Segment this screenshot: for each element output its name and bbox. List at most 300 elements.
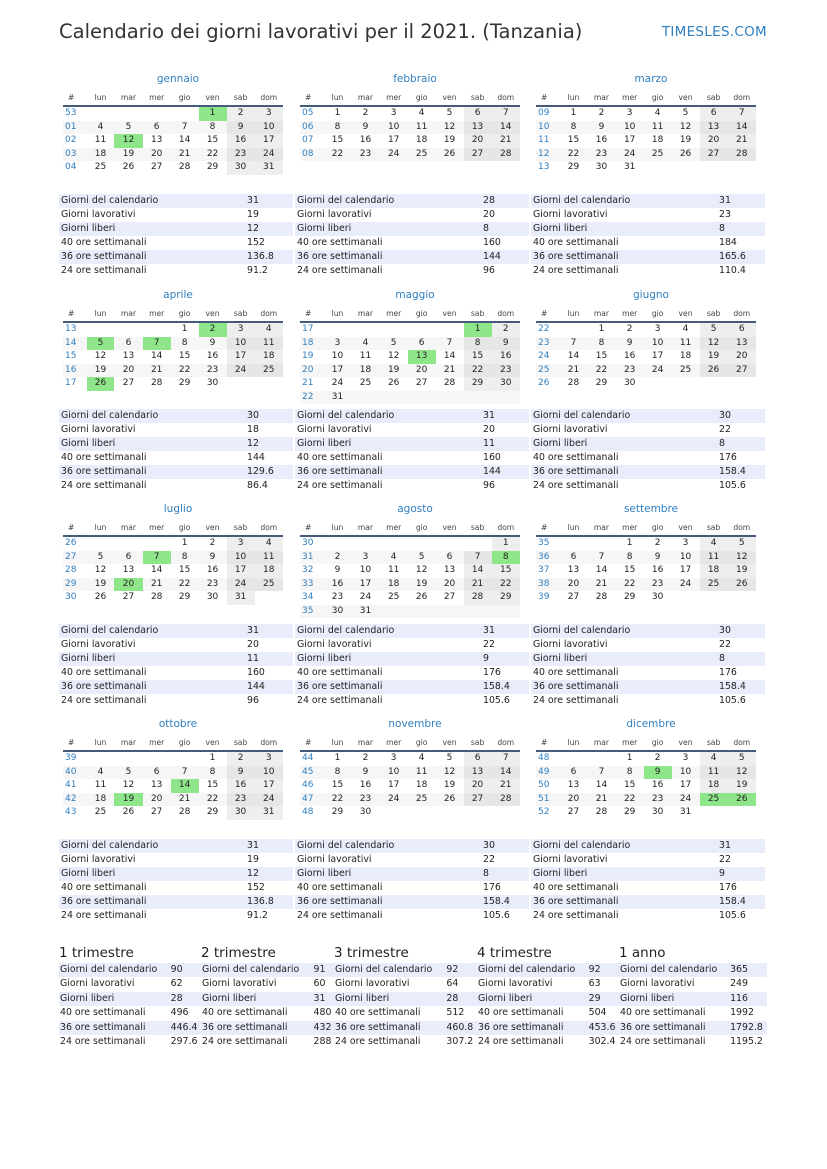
weekday-header: mar <box>114 91 142 106</box>
empty-cell <box>380 536 408 551</box>
day-cell: 22 <box>199 793 227 807</box>
stats-row <box>531 222 765 236</box>
weekday-header: dom <box>492 91 520 106</box>
day-cell: 20 <box>464 779 492 793</box>
stats-row <box>295 881 529 895</box>
day-cell: 12 <box>122 780 135 790</box>
day-cell: 28 <box>492 793 520 807</box>
day-cell: 16 <box>227 779 255 793</box>
stats-label: Giorni lavorativi <box>60 978 135 990</box>
weekday-header: dom <box>255 736 283 751</box>
stats-label: 40 ore settimanali <box>297 452 383 463</box>
day-cell: 4 <box>380 551 408 565</box>
holiday-day-cell: 1 <box>464 322 492 337</box>
day-cell: 3 <box>390 108 397 118</box>
day-cell: 30 <box>651 807 664 817</box>
day-cell: 18 <box>87 793 115 807</box>
day-cell: 31 <box>324 391 352 405</box>
day-cell: 16 <box>206 351 219 361</box>
day-cell: 15 <box>492 564 520 578</box>
brand-logo-text[interactable]: TIMESLES.COM <box>661 24 767 40</box>
day-cell: 21 <box>587 793 615 807</box>
week-number: 05 <box>302 108 314 118</box>
week-number: 52 <box>538 807 550 817</box>
empty-cell <box>728 377 756 391</box>
day-cell: 3 <box>682 538 689 548</box>
stats-value: 160 <box>247 667 265 678</box>
week-number: 39 <box>538 592 550 602</box>
day-cell: 26 <box>122 807 135 817</box>
stats-value: 91.2 <box>247 265 268 276</box>
day-cell: 17 <box>227 564 255 578</box>
stats-label: Giorni liberi <box>59 652 245 666</box>
stats-row <box>531 479 765 493</box>
weekday-header-row <box>300 736 520 751</box>
day-cell: 10 <box>380 766 408 780</box>
day-cell: 17 <box>255 134 283 148</box>
weekday-header: mer <box>380 307 408 322</box>
empty-cell <box>464 605 492 619</box>
day-cell: 20 <box>143 793 171 807</box>
stats-row <box>477 992 619 1006</box>
day-cell: 28 <box>443 378 456 388</box>
empty-cell <box>408 391 436 405</box>
day-cell: 7 <box>171 121 199 135</box>
empty-cell <box>114 322 142 337</box>
weekday-header: # <box>63 91 87 106</box>
stats-row <box>295 839 529 853</box>
stats-label: Giorni liberi <box>295 437 481 451</box>
day-cell: 7 <box>560 337 588 351</box>
day-cell: 26 <box>94 592 107 602</box>
week-number: 32 <box>302 565 314 575</box>
day-cell: 13 <box>464 121 492 135</box>
stats-value: 92 <box>445 963 477 977</box>
day-cell: 5 <box>700 322 728 337</box>
weekday-header-row <box>63 307 283 322</box>
week-number: 16 <box>63 364 87 378</box>
stats-label: 24 ore settimanali <box>297 480 383 491</box>
stats-value: 176 <box>483 882 501 893</box>
day-cell: 26 <box>728 578 756 592</box>
weekday-header: gio <box>408 91 436 106</box>
month-name: luglio <box>163 503 193 515</box>
day-cell: 4 <box>654 108 661 118</box>
empty-cell <box>351 391 379 405</box>
week-row <box>536 806 756 820</box>
week-row <box>536 364 756 378</box>
stats-row <box>295 222 529 236</box>
week-row <box>300 536 520 551</box>
week-row <box>536 793 756 807</box>
empty-cell <box>324 536 352 551</box>
day-cell: 29 <box>178 378 191 388</box>
day-cell: 11 <box>672 337 700 351</box>
stats-row <box>531 250 765 264</box>
empty-cell <box>672 161 700 175</box>
empty-cell <box>728 161 756 175</box>
empty-cell <box>672 591 700 605</box>
week-row <box>536 148 756 162</box>
day-cell: 24 <box>359 592 372 602</box>
stats-label: Giorni lavorativi <box>297 424 372 435</box>
weekday-header: lun <box>560 736 588 751</box>
day-cell: 17 <box>623 135 636 145</box>
week-number: 43 <box>65 807 77 817</box>
day-cell: 24 <box>331 378 344 388</box>
stats-row <box>334 977 477 991</box>
day-cell: 13 <box>122 351 135 361</box>
stats-value: 86.4 <box>247 480 268 491</box>
weekday-header: sab <box>464 307 492 322</box>
stats-value: 31 <box>313 992 334 1006</box>
day-cell: 27 <box>728 364 756 378</box>
stats-value: 144 <box>481 250 529 264</box>
day-cell: 5 <box>114 121 142 135</box>
stats-label: 24 ore settimanali <box>533 265 619 276</box>
weekday-header: gio <box>644 521 672 536</box>
day-cell: 15 <box>178 565 191 575</box>
stats-value: 158.4 <box>717 895 765 909</box>
day-cell: 21 <box>587 578 615 592</box>
day-cell: 23 <box>644 578 672 592</box>
stats-label: 36 ore settimanali <box>477 1021 588 1035</box>
stats-value: 23 <box>719 209 731 220</box>
stats-row <box>295 895 529 909</box>
stats-value: 28 <box>170 992 201 1006</box>
weekday-header: ven <box>199 736 227 751</box>
day-cell: 8 <box>324 121 352 135</box>
day-cell: 29 <box>464 377 492 391</box>
stats-value: 1992 <box>730 1007 754 1019</box>
day-cell: 1 <box>626 753 633 763</box>
day-cell: 15 <box>206 135 219 145</box>
stats-value: 288 <box>313 1036 332 1048</box>
day-cell: 22 <box>464 364 492 378</box>
day-cell: 26 <box>672 148 700 162</box>
week-number: 22 <box>538 324 550 334</box>
weekday-header: # <box>63 736 87 751</box>
day-cell: 28 <box>464 591 492 605</box>
stats-row <box>295 264 529 278</box>
empty-cell <box>408 536 436 551</box>
day-cell: 4 <box>418 108 425 118</box>
day-cell: 22 <box>199 148 227 162</box>
week-row <box>300 766 520 780</box>
month-stats-table <box>531 624 765 708</box>
stats-row <box>531 867 765 881</box>
stats-value: 136.8 <box>245 895 293 909</box>
stats-label: Giorni liberi <box>619 992 729 1006</box>
stats-row <box>477 1035 619 1049</box>
summary-stats-table <box>201 963 334 1049</box>
stats-value: 504 <box>588 1007 607 1019</box>
stats-row <box>531 680 765 694</box>
empty-cell <box>492 806 520 820</box>
weekday-header: lun <box>87 307 115 322</box>
week-row <box>63 578 283 592</box>
stats-label: 24 ore settimanali <box>61 695 147 706</box>
day-cell: 13 <box>150 780 163 790</box>
summary-title: 1 trimestre <box>59 945 134 961</box>
day-cell: 14 <box>492 766 520 780</box>
holiday-day-cell: 26 <box>87 377 115 391</box>
day-cell: 5 <box>408 551 436 565</box>
day-cell: 4 <box>255 322 283 337</box>
weekday-header-row <box>300 91 520 106</box>
week-number: 14 <box>63 337 87 351</box>
day-cell: 18 <box>679 351 692 361</box>
day-cell: 2 <box>626 324 633 334</box>
day-cell: 8 <box>324 766 352 780</box>
empty-cell <box>644 161 672 175</box>
stats-value: 176 <box>483 667 501 678</box>
day-cell: 17 <box>255 779 283 793</box>
week-row <box>63 551 283 565</box>
stats-value: 8 <box>481 867 529 881</box>
day-cell: 14 <box>443 351 456 361</box>
week-number: 35 <box>300 605 324 619</box>
stats-value: 105.6 <box>719 695 746 706</box>
stats-value: 105.6 <box>719 910 746 921</box>
month-table <box>63 307 283 391</box>
week-row <box>300 793 520 807</box>
day-cell: 5 <box>87 551 115 565</box>
stats-label: 40 ore settimanali <box>60 1007 146 1019</box>
day-cell: 18 <box>351 364 379 378</box>
weekday-header: mar <box>351 736 379 751</box>
day-cell: 29 <box>492 591 520 605</box>
stats-row <box>531 638 765 652</box>
day-cell: 1 <box>570 108 577 118</box>
day-cell: 19 <box>443 135 456 145</box>
month-table <box>536 521 756 605</box>
stats-label: 24 ore settimanali <box>620 1036 706 1048</box>
stats-value: 12 <box>245 437 293 451</box>
day-cell: 27 <box>567 807 580 817</box>
day-cell: 8 <box>616 551 644 565</box>
month-block-novembre <box>300 717 530 820</box>
day-cell: 29 <box>178 592 191 602</box>
stats-label: Giorni liberi <box>295 222 481 236</box>
stats-row <box>59 666 293 680</box>
stats-value: 1195.2 <box>730 1036 763 1048</box>
stats-label: Giorni lavorativi <box>620 978 695 990</box>
month-table <box>300 307 520 404</box>
weekday-header: ven <box>672 91 700 106</box>
day-cell: 6 <box>700 106 728 121</box>
weekday-header: ven <box>436 91 464 106</box>
stats-row <box>201 1035 334 1049</box>
empty-cell <box>436 605 464 619</box>
day-cell: 7 <box>587 551 615 565</box>
week-number: 12 <box>536 148 560 162</box>
stats-label: 24 ore settimanali <box>297 695 383 706</box>
day-cell: 4 <box>87 121 115 135</box>
day-cell: 28 <box>595 592 608 602</box>
holiday-day-cell: 13 <box>408 350 436 364</box>
day-cell: 6 <box>464 106 492 121</box>
stats-label: Giorni del calendario <box>531 839 717 853</box>
day-cell: 20 <box>560 793 588 807</box>
day-cell: 24 <box>672 578 700 592</box>
day-cell: 8 <box>171 337 199 351</box>
week-number: 44 <box>302 753 314 763</box>
day-cell: 9 <box>227 121 255 135</box>
day-cell: 25 <box>94 807 107 817</box>
month-table <box>63 521 283 605</box>
week-number: 02 <box>65 135 77 145</box>
week-number: 10 <box>536 121 560 135</box>
day-cell: 30 <box>623 378 636 388</box>
month-stats-table <box>59 194 293 278</box>
week-row <box>536 551 756 565</box>
week-row <box>300 121 520 135</box>
day-cell: 2 <box>362 753 369 763</box>
month-name: giugno <box>633 289 669 301</box>
day-cell: 18 <box>415 135 428 145</box>
day-cell: 7 <box>171 766 199 780</box>
day-cell: 28 <box>150 378 163 388</box>
holiday-day-cell: 20 <box>114 578 142 592</box>
month-name: febbraio <box>393 73 437 85</box>
weekday-header-row <box>300 307 520 322</box>
day-cell: 31 <box>679 807 692 817</box>
empty-cell <box>492 391 520 405</box>
stats-row <box>59 236 293 250</box>
day-cell: 21 <box>171 148 199 162</box>
day-cell: 29 <box>567 162 580 172</box>
day-cell: 15 <box>623 565 636 575</box>
week-row <box>536 536 756 551</box>
day-cell: 2 <box>492 322 520 337</box>
day-cell: 10 <box>331 351 344 361</box>
day-cell: 20 <box>700 134 728 148</box>
week-number: 46 <box>302 780 314 790</box>
stats-value: 176 <box>719 882 737 893</box>
weekday-header: dom <box>255 307 283 322</box>
stats-row <box>619 992 767 1006</box>
empty-cell <box>436 806 464 820</box>
weekday-header: sab <box>700 521 728 536</box>
stats-label: 36 ore settimanali <box>59 250 245 264</box>
day-cell: 1 <box>626 538 633 548</box>
day-cell: 11 <box>700 551 728 565</box>
day-cell: 17 <box>387 135 400 145</box>
day-cell: 26 <box>436 148 464 162</box>
stats-label: 40 ore settimanali <box>533 237 619 248</box>
weekday-header: sab <box>464 736 492 751</box>
day-cell: 15 <box>567 135 580 145</box>
stats-label: 24 ore settimanali <box>533 480 619 491</box>
week-row <box>63 751 283 766</box>
week-number: 09 <box>538 108 550 118</box>
stats-row <box>477 977 619 991</box>
day-cell: 13 <box>728 337 756 351</box>
day-cell: 17 <box>324 364 352 378</box>
weekday-header-row <box>63 736 283 751</box>
day-cell: 10 <box>359 565 372 575</box>
week-number: 51 <box>536 793 560 807</box>
empty-cell <box>728 806 756 820</box>
stats-value: 158.4 <box>481 680 529 694</box>
day-cell: 6 <box>464 751 492 766</box>
day-cell: 27 <box>464 148 492 162</box>
week-number: 17 <box>302 324 314 334</box>
stats-value: 152 <box>247 882 265 893</box>
month-block-ottobre <box>63 717 293 820</box>
stats-value: 31 <box>717 194 765 208</box>
weekday-header: mar <box>587 521 615 536</box>
stats-row <box>295 423 529 437</box>
stats-value: 160 <box>483 452 501 463</box>
empty-cell <box>87 536 115 551</box>
day-cell: 11 <box>644 121 672 135</box>
month-table <box>300 736 520 820</box>
day-cell: 13 <box>443 565 456 575</box>
stats-row <box>477 1006 619 1020</box>
month-stats-table <box>531 839 765 923</box>
stats-row <box>531 409 765 423</box>
day-cell: 28 <box>178 162 191 172</box>
month-table <box>300 521 520 618</box>
stats-label: Giorni liberi <box>531 867 717 881</box>
day-cell: 2 <box>209 538 216 548</box>
stats-value: 90 <box>170 963 201 977</box>
week-row <box>63 591 283 605</box>
weekday-header: lun <box>560 91 588 106</box>
week-row <box>300 779 520 793</box>
day-cell: 20 <box>436 578 464 592</box>
stats-label: 24 ore settimanali <box>202 1036 288 1048</box>
stats-label: Giorni liberi <box>531 222 717 236</box>
week-row <box>300 106 520 121</box>
day-cell: 25 <box>255 364 283 378</box>
day-cell: 4 <box>682 324 689 334</box>
stats-label: 36 ore settimanali <box>59 465 245 479</box>
week-row <box>536 751 756 766</box>
stats-value: 496 <box>170 1007 189 1019</box>
day-cell: 6 <box>560 551 588 565</box>
weekday-header: gio <box>644 307 672 322</box>
stats-row <box>531 694 765 708</box>
week-row <box>63 793 283 807</box>
empty-cell <box>114 751 142 766</box>
week-row <box>536 564 756 578</box>
weekday-header: mar <box>351 521 379 536</box>
day-cell: 11 <box>387 565 400 575</box>
stats-value: 129.6 <box>245 465 293 479</box>
stats-label: 36 ore settimanali <box>295 250 481 264</box>
stats-row <box>531 624 765 638</box>
weekday-header: ven <box>436 736 464 751</box>
week-row <box>300 591 520 605</box>
weekday-header: dom <box>728 307 756 322</box>
summary-block <box>59 944 201 1049</box>
stats-value: 158.4 <box>481 895 529 909</box>
stats-label: 36 ore settimanali <box>59 895 245 909</box>
empty-cell <box>436 322 464 337</box>
weekday-header: mer <box>380 91 408 106</box>
day-cell: 22 <box>171 578 199 592</box>
day-cell: 12 <box>94 565 107 575</box>
stats-label: 40 ore settimanali <box>61 882 147 893</box>
stats-value: 18 <box>247 424 259 435</box>
day-cell: 20 <box>408 364 436 378</box>
holiday-day-cell: 19 <box>114 793 142 807</box>
holiday-day-cell: 2 <box>199 322 227 337</box>
empty-cell <box>464 536 492 551</box>
